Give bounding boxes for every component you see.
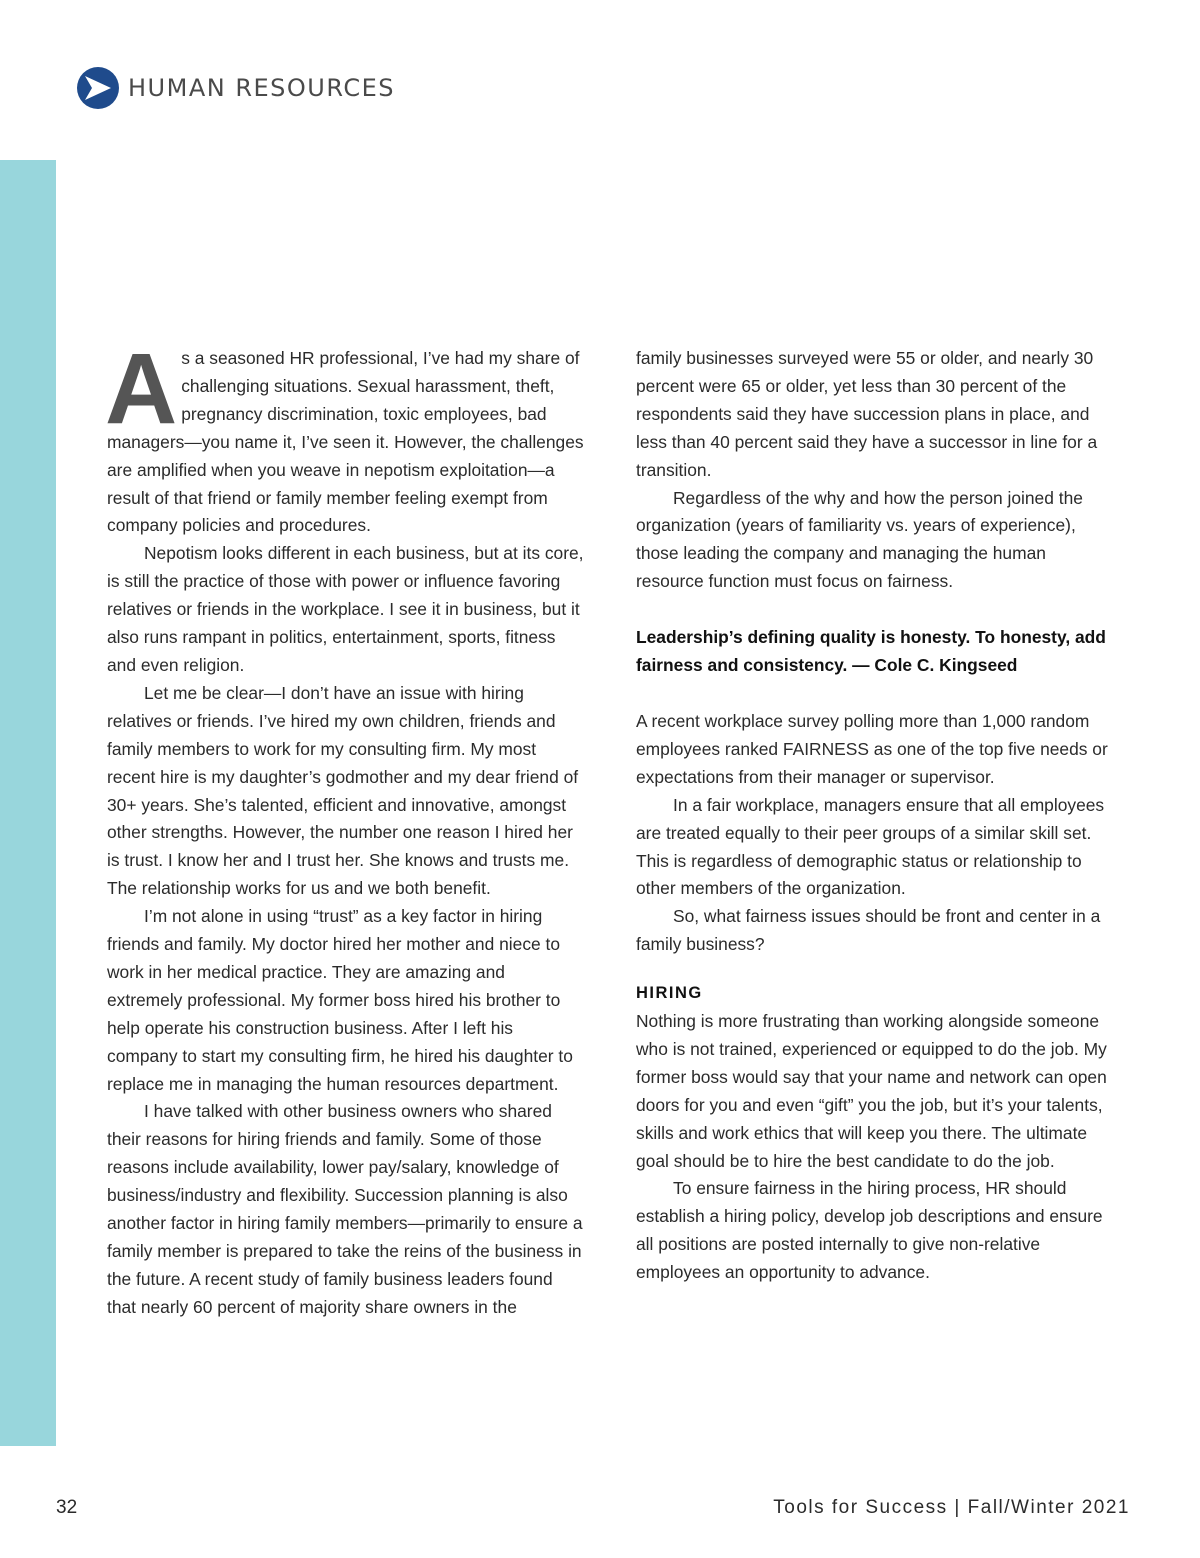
page-number: 32 [56, 1497, 78, 1518]
article-paragraph: Let me be clear—I don’t have an issue with hiring relatives or friends. I’ve hired my own children, friends and family members to work for my consulting firm. My most recent hire is my daughter’s godmother and my dear friend of 30+ years. She’s talented, efficient and innovative, amongst other strengths. However, the number one reason I hired her is trust. I know her and I trust her. She knows and trusts me. The relationship works for us and we both benefit. [107, 682, 579, 899]
article-paragraph: family businesses surveyed were 55 or older, and nearly 30 percent were 65 or older, yet less than 30 percent of the respondents said they have succession plans in place, and less than 40 percent said they have a successor in line for a transition. [636, 348, 1098, 480]
article-paragraph: I have talked with other business owners who shared their reasons for hiring friends and family. Some of those reasons include availability, lower pay/salary, knowledge of business/industry and flexibility. Succession planning is also another factor in hiring family members—primarily to ensure a family member is prepared to take the reins of the business in the future. A recent study of family business leaders found that nearly 60 percent of majority share owners in the [107, 1101, 583, 1317]
article-paragraph [105, 333, 585, 540]
pull-quote: Leadership’s defining quality is honesty. To honesty, add fairness and consistency. — Cole C. Kingseed [636, 627, 1106, 676]
article-left-column [105, 333, 585, 1322]
section-subhead: HIRING [636, 984, 703, 1003]
article-paragraph: Nepotism looks different in each business, but at its core, is still the practice of those with power or influence favoring relatives or friends in the workplace. I see it in business, but it also runs rampant in politics, entertainment, sports, fitness and even religion. [107, 543, 584, 675]
article-right-column [636, 345, 1116, 1287]
lead-paragraph-text: s a seasoned HR professional, I’ve had my share of challenging situations. Sexual harassment, theft, pregnancy discrimination, toxic employees, bad managers—you name it, I’ve seen it. However, the challenges are amplified when you weave in nepotism exploitation—a result of that friend or family member feeling exempt from company policies and procedures. [107, 348, 584, 536]
chevron-circle-logo-icon [76, 66, 120, 110]
article-paragraph: So, what fairness issues should be front and center in a family business? [636, 906, 1101, 955]
publication-footer: Tools for Success | Fall/Winter 2021 [773, 1497, 1130, 1518]
drop-cap: A [105, 333, 178, 445]
article-paragraph: A recent workplace survey polling more than 1,000 random employees ranked FAIRNESS as one of the top five needs or expectations from their manager or supervisor. [636, 710, 1108, 787]
article-paragraph: In a fair workplace, managers ensure that all employees are treated equally to their peer groups of a similar skill set. This is regardless of demographic status or relationship to other members of the organization. [636, 794, 1105, 899]
article-paragraph: I’m not alone in using “trust” as a key factor in hiring friends and family. My doctor hired her mother and niece to work in her medical practice. They are amazing and extremely professional. My former boss hired his brother to help operate his construction business. After I left his company to start my consulting firm, he hired his daughter to replace me in managing the human resources department. [107, 906, 573, 1094]
section-label: HUMAN RESOURCES [128, 74, 395, 102]
article-paragraph: Nothing is more frustrating than working alongside someone who is not trained, experienced or equipped to do the job. My former boss would say that your name and network can open doors for you and even “gift” you the job, but it’s your talents, skills and work ethics that will keep you there. The ultimate goal should be to hire the best candidate to do the job. [636, 1011, 1107, 1171]
article-paragraph: To ensure fairness in the hiring process, HR should establish a hiring policy, develop job descriptions and ensure all positions are posted internally to give non-relative employees an opportunity to advance. [636, 1178, 1103, 1283]
page-header [76, 66, 395, 110]
article-paragraph: Regardless of the why and how the person joined the organization (years of familiarity vs. years of experience), those leading the company and managing the human resource function must focus on fairness. [636, 487, 1083, 592]
accent-side-bar [0, 160, 56, 1446]
